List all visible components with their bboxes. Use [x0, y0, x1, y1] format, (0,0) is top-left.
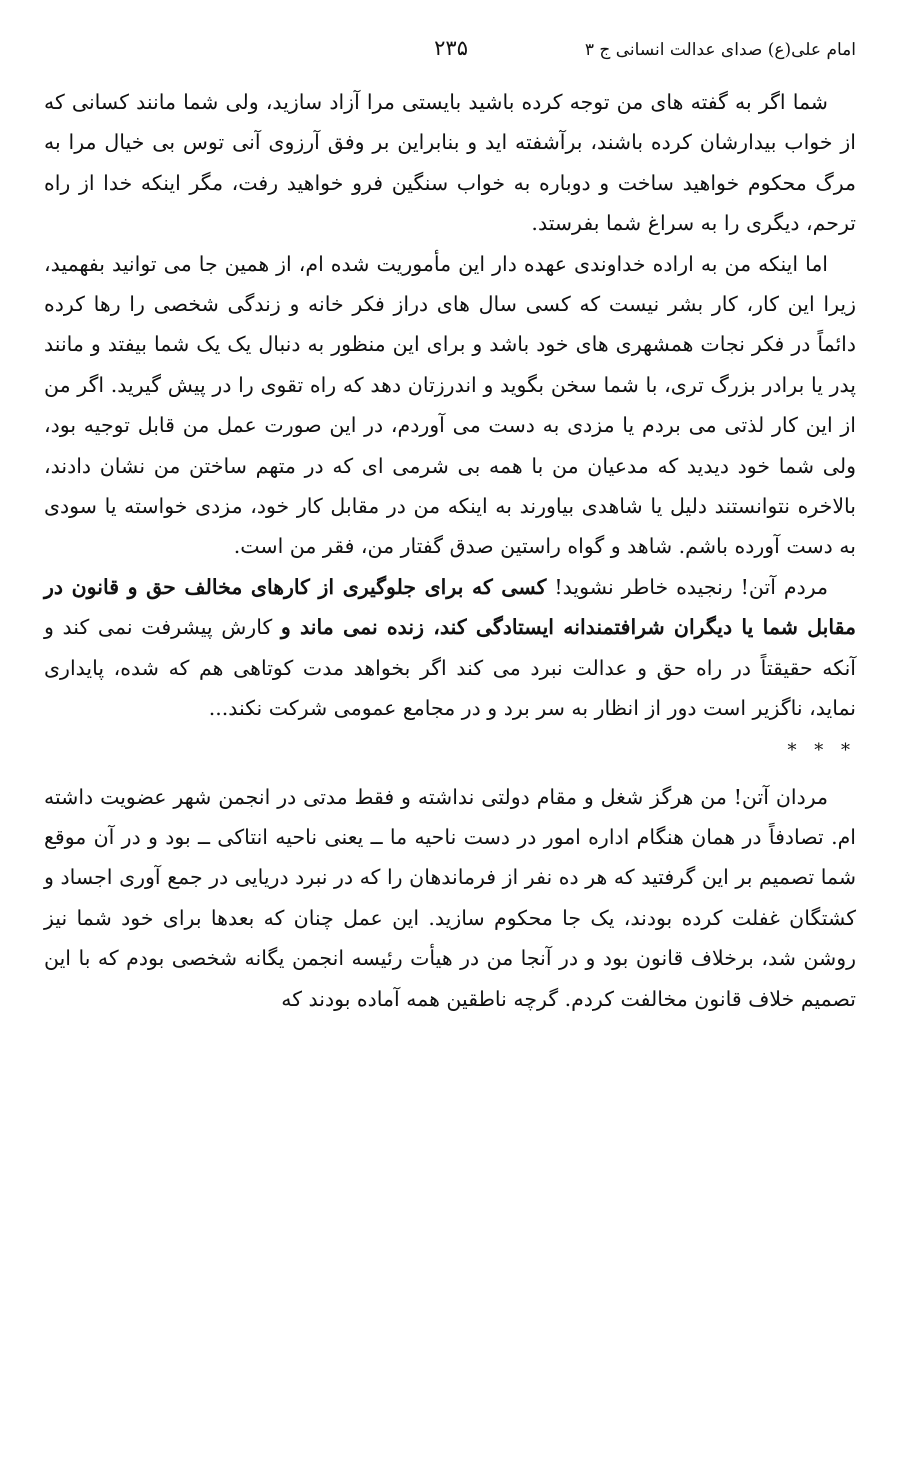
section-separator: * * * [787, 739, 856, 761]
paragraph-3 [44, 567, 856, 729]
book-title-header: امام علی(ع) صدای عدالت انسانی ج ۳ [584, 40, 856, 60]
paragraph-3-bold-quote: کسی که برای جلوگیری از کارهای مخالف حق و قانون در مقابل شما یا دیگران شرافتمندانه ایستادگی کند، زنده نمی ماند و [44, 574, 856, 640]
book-page [44, 28, 856, 1019]
paragraph-3-tail: کارش پیشرفت نمی کند و آنکه حقیقتاً در راه حق و عدالت نبرد می کند اگر بخواهد مدت کوتاهی هم که شده، پایداری نماید، ناگزیر است دور از انظار به سر برد و در مجامع عمومی شرکت نکند... [44, 615, 856, 721]
paragraph-2: اما اینکه من به اراده خداوندی عهده دار این مأموریت شده ام، از همین جا می توانید بفهمید، زیرا این کار، کار بشر نیست که کسی سال های دراز فکر خانه و زندگی شخصی را رها کرده دائماً در فکر نجات همشهری های خود باشد و برای این منظور به دنبال یک یک شما بیفتد و مانند پدر یا برادر بزرگ تری، با شما سخن بگوید و اندرزتان دهد که راه تقوی را در پیش گیرید. اگر من از این کار لذتی می بردم یا مزدی به دست می آوردم، در این صورت عمل من قابل توجیه بود، ولی شما خود دیدید که مدعیان من با همه بی شرمی ای که در متهم ساختن من نشان دادند، بالاخره نتوانستند دلیل یا شاهدی بیاورند به اینکه من در مقابل کار خود، مزدی خواسته یا سودی به دست آورده باشم. شاهد و گواه راستین صدق گفتار من، فقر من است. [44, 251, 856, 559]
paragraph-1: شما اگر به گفته های من توجه کرده باشید بایستی مرا آزاد سازید، ولی شما مانند کسانی که از خواب بیدارشان کرده باشند، برآشفته اید و بنابراین بر وفق آرزوی آنی توس بی خیال مرا به مرگ محکوم خواهید ساخت و دوباره به خواب سنگین فرو خواهید رفت، مگر اینکه خدا از راه ترحم، دیگری را به سراغ شما بفرستد. [44, 90, 856, 236]
running-header [44, 28, 856, 70]
page-number: ۲۳۵ [434, 36, 468, 60]
page-body [44, 82, 856, 1019]
paragraph-4: مردان آتن! من هرگز شغل و مقام دولتی نداشته و فقط مدتی در انجمن شهر عضویت داشته ام. تصادفاً در همان هنگام اداره امور در دست ناحیه ما ــ یعنی ناحیه انتاکی ــ بود و در آن موقع شما تصمیم بر این گرفتید که هر ده نفر از فرماندهان را که در نبرد دریایی در جمع آوری اجساد و کشتگان غفلت کرده بودند، یک جا محکوم سازید. این عمل چنان که بعدها برای خود شما نیز روشن شد، برخلاف قانون بود و در آنجا من در هیأت رئیسه انجمن یگانه شخصی بودم که با این تصمیم خلاف قانون مخالفت کردم. گرچه ناطقین همه آماده بودند که [44, 784, 856, 1011]
paragraph-3-lead: مردم آتن! رنجیده خاطر نشوید! [554, 574, 828, 599]
